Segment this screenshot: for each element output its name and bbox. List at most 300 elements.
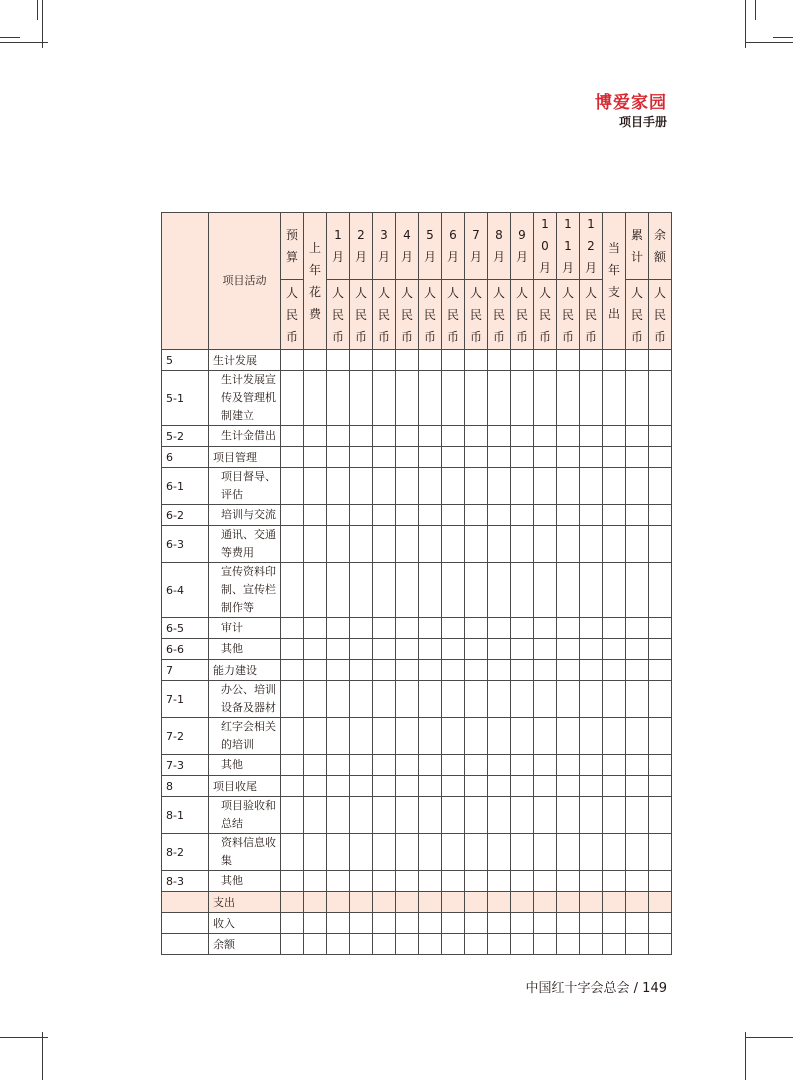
amount-cell[interactable] [534,660,557,681]
amount-cell[interactable] [396,618,419,639]
amount-cell[interactable] [649,892,672,913]
amount-cell[interactable] [626,934,649,955]
amount-cell[interactable] [419,618,442,639]
amount-cell[interactable] [419,447,442,468]
amount-cell[interactable] [626,718,649,755]
amount-cell[interactable] [580,371,603,426]
amount-cell[interactable] [281,892,304,913]
amount-cell[interactable] [511,834,534,871]
amount-cell[interactable] [327,426,350,447]
amount-cell[interactable] [350,526,373,563]
amount-cell[interactable] [396,871,419,892]
amount-cell[interactable] [350,934,373,955]
amount-cell[interactable] [373,350,396,371]
amount-cell[interactable] [327,834,350,871]
amount-cell[interactable] [580,681,603,718]
amount-cell[interactable] [557,718,580,755]
amount-cell[interactable] [304,660,327,681]
amount-cell[interactable] [281,871,304,892]
amount-cell[interactable] [534,350,557,371]
amount-cell[interactable] [511,468,534,505]
amount-cell[interactable] [442,426,465,447]
amount-cell[interactable] [327,755,350,776]
amount-cell[interactable] [557,371,580,426]
amount-cell[interactable] [534,426,557,447]
amount-cell[interactable] [488,447,511,468]
amount-cell[interactable] [442,505,465,526]
amount-cell[interactable] [580,755,603,776]
amount-cell[interactable] [534,871,557,892]
amount-cell[interactable] [511,526,534,563]
amount-cell[interactable] [419,797,442,834]
amount-cell[interactable] [488,834,511,871]
amount-cell[interactable] [304,755,327,776]
amount-cell[interactable] [603,563,626,618]
amount-cell[interactable] [511,892,534,913]
amount-cell[interactable] [373,776,396,797]
amount-cell[interactable] [557,776,580,797]
amount-cell[interactable] [534,755,557,776]
amount-cell[interactable] [327,892,350,913]
amount-cell[interactable] [603,468,626,505]
amount-cell[interactable] [649,371,672,426]
amount-cell[interactable] [465,426,488,447]
amount-cell[interactable] [419,871,442,892]
amount-cell[interactable] [304,618,327,639]
amount-cell[interactable] [419,834,442,871]
amount-cell[interactable] [534,681,557,718]
amount-cell[interactable] [534,447,557,468]
amount-cell[interactable] [580,563,603,618]
amount-cell[interactable] [281,755,304,776]
amount-cell[interactable] [557,834,580,871]
amount-cell[interactable] [304,526,327,563]
amount-cell[interactable] [281,447,304,468]
amount-cell[interactable] [350,776,373,797]
amount-cell[interactable] [350,755,373,776]
amount-cell[interactable] [488,934,511,955]
amount-cell[interactable] [396,350,419,371]
amount-cell[interactable] [465,797,488,834]
amount-cell[interactable] [580,892,603,913]
amount-cell[interactable] [281,426,304,447]
amount-cell[interactable] [327,934,350,955]
amount-cell[interactable] [511,776,534,797]
amount-cell[interactable] [419,913,442,934]
amount-cell[interactable] [557,526,580,563]
amount-cell[interactable] [557,892,580,913]
amount-cell[interactable] [396,371,419,426]
amount-cell[interactable] [350,505,373,526]
amount-cell[interactable] [649,505,672,526]
amount-cell[interactable] [488,660,511,681]
amount-cell[interactable] [626,563,649,618]
amount-cell[interactable] [327,468,350,505]
amount-cell[interactable] [626,350,649,371]
amount-cell[interactable] [626,660,649,681]
amount-cell[interactable] [465,350,488,371]
amount-cell[interactable] [580,834,603,871]
amount-cell[interactable] [327,681,350,718]
amount-cell[interactable] [534,468,557,505]
amount-cell[interactable] [350,660,373,681]
amount-cell[interactable] [373,426,396,447]
amount-cell[interactable] [327,350,350,371]
amount-cell[interactable] [373,913,396,934]
amount-cell[interactable] [327,371,350,426]
amount-cell[interactable] [511,660,534,681]
amount-cell[interactable] [488,468,511,505]
amount-cell[interactable] [465,618,488,639]
amount-cell[interactable] [442,447,465,468]
amount-cell[interactable] [511,797,534,834]
amount-cell[interactable] [649,681,672,718]
amount-cell[interactable] [419,350,442,371]
amount-cell[interactable] [373,718,396,755]
amount-cell[interactable] [304,797,327,834]
amount-cell[interactable] [603,371,626,426]
amount-cell[interactable] [488,639,511,660]
amount-cell[interactable] [488,350,511,371]
amount-cell[interactable] [419,563,442,618]
amount-cell[interactable] [327,776,350,797]
amount-cell[interactable] [419,505,442,526]
amount-cell[interactable] [511,934,534,955]
amount-cell[interactable] [488,426,511,447]
amount-cell[interactable] [603,505,626,526]
amount-cell[interactable] [396,718,419,755]
amount-cell[interactable] [465,934,488,955]
amount-cell[interactable] [603,660,626,681]
amount-cell[interactable] [327,639,350,660]
amount-cell[interactable] [281,834,304,871]
amount-cell[interactable] [488,681,511,718]
amount-cell[interactable] [281,505,304,526]
amount-cell[interactable] [419,371,442,426]
amount-cell[interactable] [603,892,626,913]
amount-cell[interactable] [281,371,304,426]
amount-cell[interactable] [304,871,327,892]
amount-cell[interactable] [327,797,350,834]
amount-cell[interactable] [442,834,465,871]
amount-cell[interactable] [465,776,488,797]
amount-cell[interactable] [557,447,580,468]
amount-cell[interactable] [557,913,580,934]
amount-cell[interactable] [557,468,580,505]
amount-cell[interactable] [649,755,672,776]
amount-cell[interactable] [304,681,327,718]
amount-cell[interactable] [511,913,534,934]
amount-cell[interactable] [603,718,626,755]
amount-cell[interactable] [626,681,649,718]
amount-cell[interactable] [465,639,488,660]
amount-cell[interactable] [442,913,465,934]
amount-cell[interactable] [626,618,649,639]
amount-cell[interactable] [442,563,465,618]
amount-cell[interactable] [603,618,626,639]
amount-cell[interactable] [327,447,350,468]
amount-cell[interactable] [580,660,603,681]
amount-cell[interactable] [281,350,304,371]
amount-cell[interactable] [603,755,626,776]
amount-cell[interactable] [511,447,534,468]
amount-cell[interactable] [511,426,534,447]
amount-cell[interactable] [373,526,396,563]
amount-cell[interactable] [396,505,419,526]
amount-cell[interactable] [649,639,672,660]
amount-cell[interactable] [304,505,327,526]
amount-cell[interactable] [442,350,465,371]
amount-cell[interactable] [488,871,511,892]
amount-cell[interactable] [373,892,396,913]
amount-cell[interactable] [373,639,396,660]
amount-cell[interactable] [465,371,488,426]
amount-cell[interactable] [350,871,373,892]
amount-cell[interactable] [488,797,511,834]
amount-cell[interactable] [442,526,465,563]
amount-cell[interactable] [626,797,649,834]
amount-cell[interactable] [396,447,419,468]
amount-cell[interactable] [304,913,327,934]
amount-cell[interactable] [327,660,350,681]
amount-cell[interactable] [350,718,373,755]
amount-cell[interactable] [603,526,626,563]
amount-cell[interactable] [442,755,465,776]
amount-cell[interactable] [281,660,304,681]
amount-cell[interactable] [649,526,672,563]
amount-cell[interactable] [511,718,534,755]
amount-cell[interactable] [396,834,419,871]
amount-cell[interactable] [557,618,580,639]
amount-cell[interactable] [327,913,350,934]
amount-cell[interactable] [649,618,672,639]
amount-cell[interactable] [304,834,327,871]
amount-cell[interactable] [488,776,511,797]
amount-cell[interactable] [557,563,580,618]
amount-cell[interactable] [396,660,419,681]
amount-cell[interactable] [534,776,557,797]
amount-cell[interactable] [419,526,442,563]
amount-cell[interactable] [304,371,327,426]
amount-cell[interactable] [396,892,419,913]
amount-cell[interactable] [373,934,396,955]
amount-cell[interactable] [350,913,373,934]
amount-cell[interactable] [442,871,465,892]
amount-cell[interactable] [603,350,626,371]
amount-cell[interactable] [488,755,511,776]
amount-cell[interactable] [488,371,511,426]
amount-cell[interactable] [419,934,442,955]
amount-cell[interactable] [580,934,603,955]
amount-cell[interactable] [580,776,603,797]
amount-cell[interactable] [534,526,557,563]
amount-cell[interactable] [465,892,488,913]
amount-cell[interactable] [534,639,557,660]
amount-cell[interactable] [649,468,672,505]
amount-cell[interactable] [465,660,488,681]
amount-cell[interactable] [396,563,419,618]
amount-cell[interactable] [350,468,373,505]
amount-cell[interactable] [580,871,603,892]
amount-cell[interactable] [304,563,327,618]
amount-cell[interactable] [465,505,488,526]
amount-cell[interactable] [350,834,373,871]
amount-cell[interactable] [511,639,534,660]
amount-cell[interactable] [304,426,327,447]
amount-cell[interactable] [419,718,442,755]
amount-cell[interactable] [396,426,419,447]
amount-cell[interactable] [442,618,465,639]
amount-cell[interactable] [511,681,534,718]
amount-cell[interactable] [534,834,557,871]
amount-cell[interactable] [580,447,603,468]
amount-cell[interactable] [373,755,396,776]
amount-cell[interactable] [350,618,373,639]
amount-cell[interactable] [557,660,580,681]
amount-cell[interactable] [649,350,672,371]
amount-cell[interactable] [281,639,304,660]
amount-cell[interactable] [557,755,580,776]
amount-cell[interactable] [281,718,304,755]
amount-cell[interactable] [649,660,672,681]
amount-cell[interactable] [534,797,557,834]
amount-cell[interactable] [511,871,534,892]
amount-cell[interactable] [419,892,442,913]
amount-cell[interactable] [442,934,465,955]
amount-cell[interactable] [350,681,373,718]
amount-cell[interactable] [649,447,672,468]
amount-cell[interactable] [603,681,626,718]
amount-cell[interactable] [626,871,649,892]
amount-cell[interactable] [603,934,626,955]
amount-cell[interactable] [281,797,304,834]
amount-cell[interactable] [281,618,304,639]
amount-cell[interactable] [488,505,511,526]
amount-cell[interactable] [396,755,419,776]
amount-cell[interactable] [465,913,488,934]
amount-cell[interactable] [488,913,511,934]
amount-cell[interactable] [442,681,465,718]
amount-cell[interactable] [580,426,603,447]
amount-cell[interactable] [373,505,396,526]
amount-cell[interactable] [488,718,511,755]
amount-cell[interactable] [419,660,442,681]
amount-cell[interactable] [580,468,603,505]
amount-cell[interactable] [557,681,580,718]
amount-cell[interactable] [465,526,488,563]
amount-cell[interactable] [350,563,373,618]
amount-cell[interactable] [442,660,465,681]
amount-cell[interactable] [327,505,350,526]
amount-cell[interactable] [626,468,649,505]
amount-cell[interactable] [626,426,649,447]
amount-cell[interactable] [396,913,419,934]
amount-cell[interactable] [442,639,465,660]
amount-cell[interactable] [649,718,672,755]
amount-cell[interactable] [511,755,534,776]
amount-cell[interactable] [442,371,465,426]
amount-cell[interactable] [603,426,626,447]
amount-cell[interactable] [465,834,488,871]
amount-cell[interactable] [304,639,327,660]
amount-cell[interactable] [327,618,350,639]
amount-cell[interactable] [626,447,649,468]
amount-cell[interactable] [442,797,465,834]
amount-cell[interactable] [396,468,419,505]
amount-cell[interactable] [419,639,442,660]
amount-cell[interactable] [557,505,580,526]
amount-cell[interactable] [580,913,603,934]
amount-cell[interactable] [603,639,626,660]
amount-cell[interactable] [281,468,304,505]
amount-cell[interactable] [373,660,396,681]
amount-cell[interactable] [465,871,488,892]
amount-cell[interactable] [442,468,465,505]
amount-cell[interactable] [488,892,511,913]
amount-cell[interactable] [465,681,488,718]
amount-cell[interactable] [281,563,304,618]
amount-cell[interactable] [465,468,488,505]
amount-cell[interactable] [465,755,488,776]
amount-cell[interactable] [373,563,396,618]
amount-cell[interactable] [603,834,626,871]
amount-cell[interactable] [304,934,327,955]
amount-cell[interactable] [396,639,419,660]
amount-cell[interactable] [649,776,672,797]
amount-cell[interactable] [373,681,396,718]
amount-cell[interactable] [580,618,603,639]
amount-cell[interactable] [350,892,373,913]
amount-cell[interactable] [304,718,327,755]
amount-cell[interactable] [534,892,557,913]
amount-cell[interactable] [580,639,603,660]
amount-cell[interactable] [350,426,373,447]
amount-cell[interactable] [373,834,396,871]
amount-cell[interactable] [649,797,672,834]
amount-cell[interactable] [603,447,626,468]
amount-cell[interactable] [580,797,603,834]
amount-cell[interactable] [580,526,603,563]
amount-cell[interactable] [626,913,649,934]
amount-cell[interactable] [557,426,580,447]
amount-cell[interactable] [327,526,350,563]
amount-cell[interactable] [442,776,465,797]
amount-cell[interactable] [534,718,557,755]
amount-cell[interactable] [419,755,442,776]
amount-cell[interactable] [396,797,419,834]
amount-cell[interactable] [557,639,580,660]
amount-cell[interactable] [281,913,304,934]
amount-cell[interactable] [534,934,557,955]
amount-cell[interactable] [350,371,373,426]
amount-cell[interactable] [511,350,534,371]
amount-cell[interactable] [350,639,373,660]
amount-cell[interactable] [511,371,534,426]
amount-cell[interactable] [465,718,488,755]
amount-cell[interactable] [396,776,419,797]
amount-cell[interactable] [626,892,649,913]
amount-cell[interactable] [373,797,396,834]
amount-cell[interactable] [281,526,304,563]
amount-cell[interactable] [419,681,442,718]
amount-cell[interactable] [580,718,603,755]
amount-cell[interactable] [281,776,304,797]
amount-cell[interactable] [350,447,373,468]
amount-cell[interactable] [626,755,649,776]
amount-cell[interactable] [534,505,557,526]
amount-cell[interactable] [649,426,672,447]
amount-cell[interactable] [626,371,649,426]
